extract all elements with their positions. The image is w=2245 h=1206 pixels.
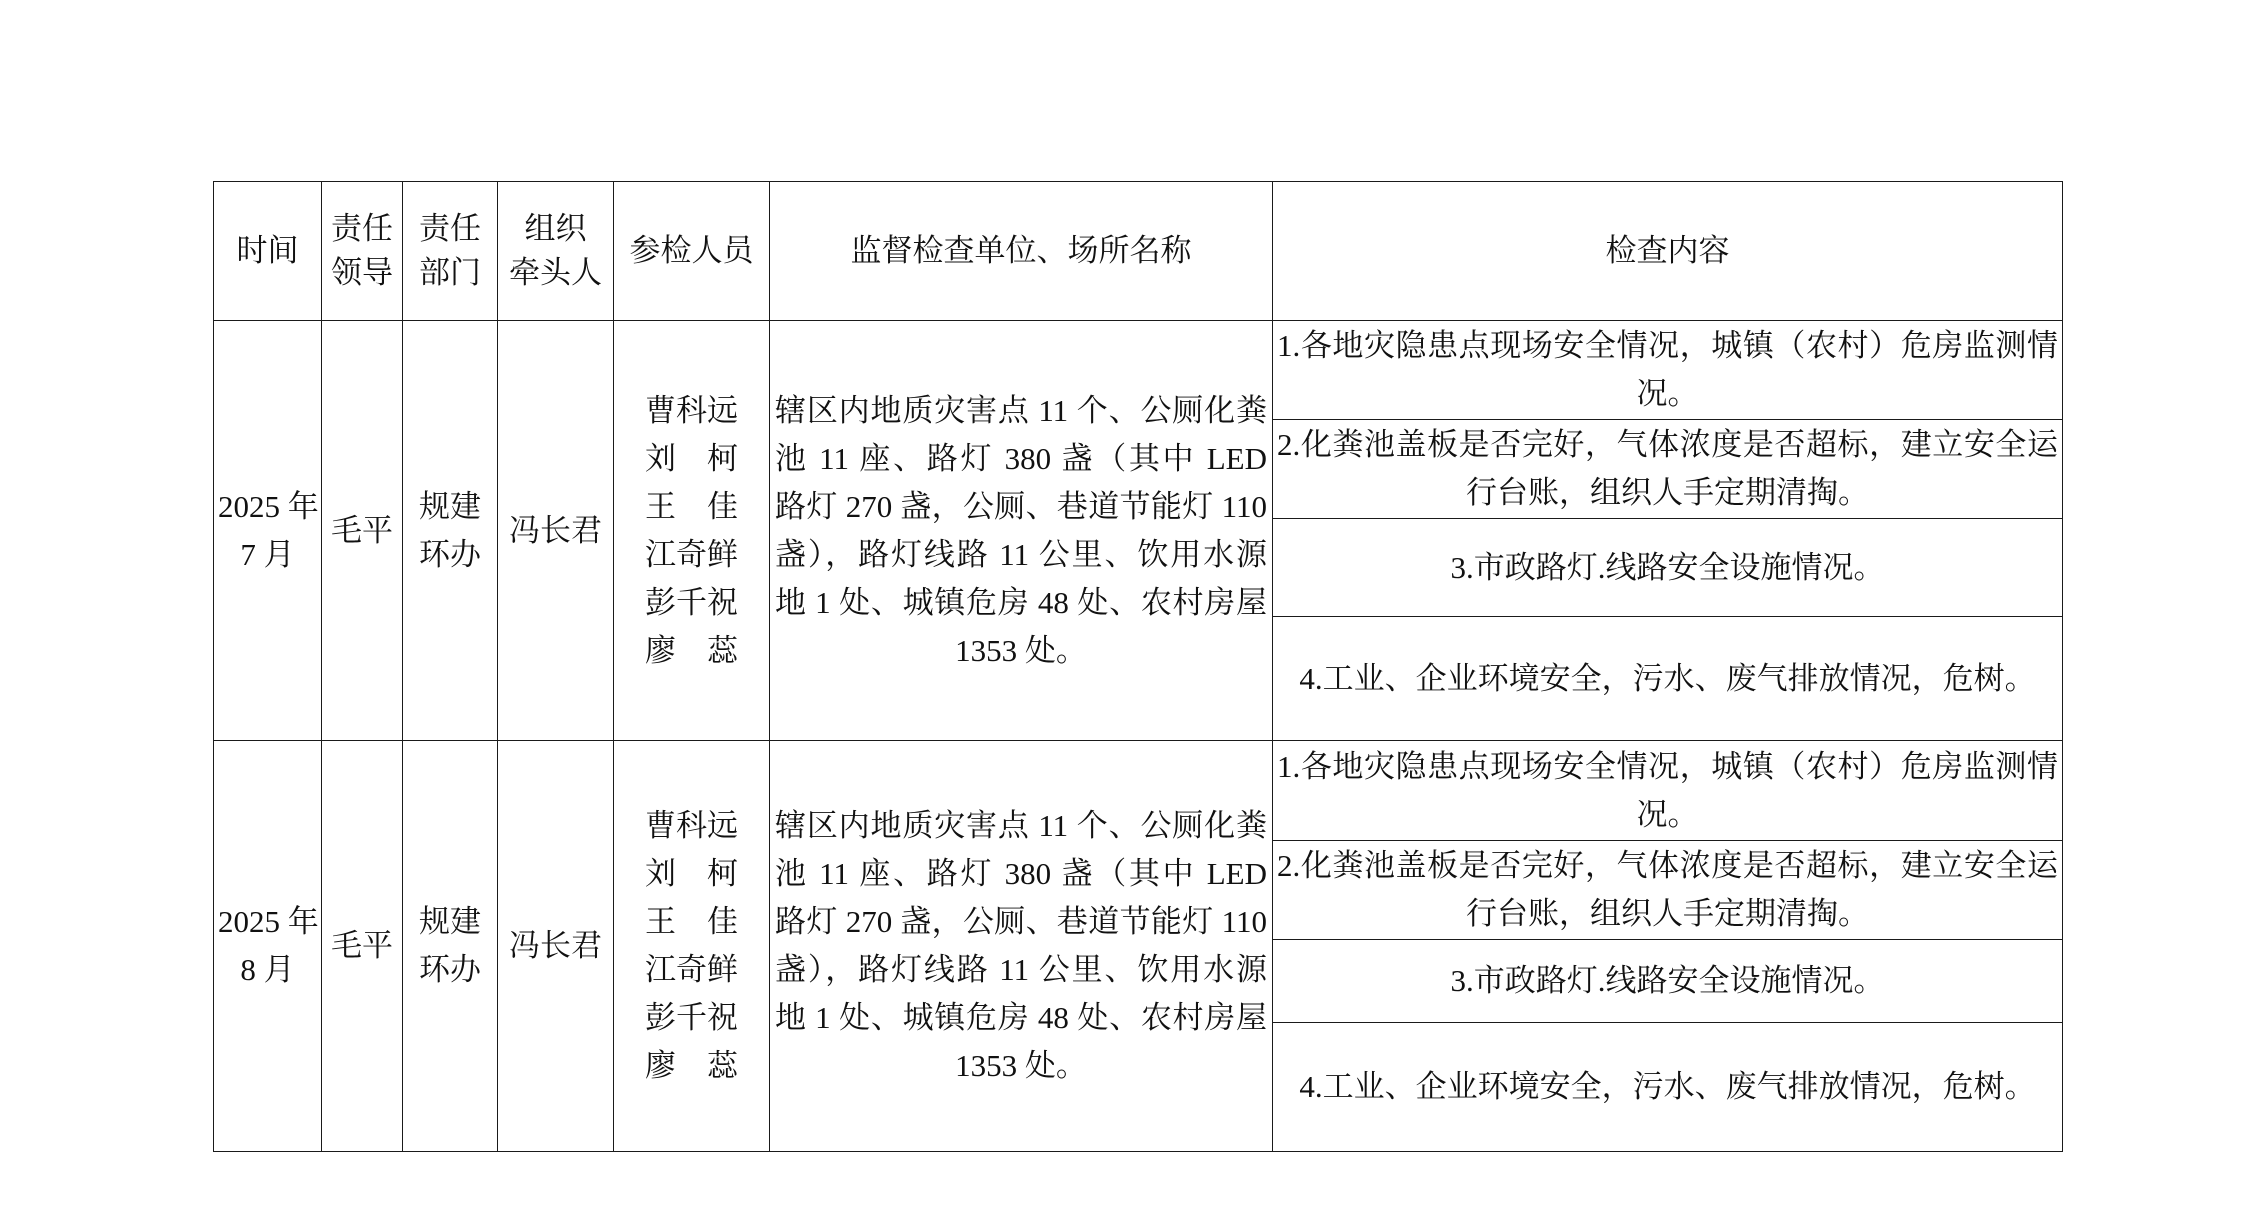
content-item-3: 3.市政路灯.线路安全设施情况。 <box>1273 940 2063 1023</box>
content-item-3: 3.市政路灯.线路安全设施情况。 <box>1273 519 2063 617</box>
content-item-1: 1.各地灾隐患点现场安全情况，城镇（农村）危房监测情况。 <box>1273 321 2063 420</box>
header-participants-label: 参检人员 <box>629 233 754 268</box>
organizer-name: 冯长君 <box>509 512 602 548</box>
participants-cell <box>614 321 770 741</box>
participant-name: 江奇鲜 <box>645 952 738 987</box>
header-organizer <box>498 182 614 321</box>
participant-name: 曹科远 <box>645 808 738 843</box>
time-month: 8 月 <box>240 952 295 987</box>
header-organizer-label-line-2: 牵头人 <box>509 255 602 290</box>
header-organizer-label-line-1: 组织 <box>524 211 587 246</box>
participant-name: 刘 柯 <box>645 856 738 891</box>
header-content-label: 检查内容 <box>1605 233 1730 268</box>
content-item-1: 1.各地灾隐患点现场安全情况，城镇（农村）危房监测情况。 <box>1273 741 2063 841</box>
participant-name: 刘 柯 <box>645 440 738 476</box>
participant-name: 王 佳 <box>645 904 738 939</box>
participant-name: 江奇鲜 <box>645 536 738 572</box>
participant-name: 廖 蕊 <box>645 632 738 668</box>
organizer-cell <box>498 741 614 1152</box>
content-item-4: 4.工业、企业环境安全，污水、废气排放情况，危树。 <box>1273 617 2063 741</box>
leader-cell <box>322 741 403 1152</box>
header-leader-label-line-1: 责任 <box>331 211 393 246</box>
organizer-name: 冯长君 <box>509 928 602 963</box>
leader-cell <box>322 321 403 741</box>
department-name: 规建环办 <box>419 488 481 572</box>
participant-name: 彭千祝 <box>645 1000 738 1035</box>
participant-name: 彭千祝 <box>645 584 738 620</box>
content-item-2: 2.化粪池盖板是否完好，气体浓度是否超标，建立安全运行台账，组织人手定期清掏。 <box>1273 841 2063 940</box>
time-cell <box>214 741 322 1152</box>
content-item-2: 2.化粪池盖板是否完好，气体浓度是否超标，建立安全运行台账，组织人手定期清掏。 <box>1273 420 2063 519</box>
participants-cell <box>614 741 770 1152</box>
department-cell <box>403 321 498 741</box>
header-leader <box>322 182 403 321</box>
time-year: 2025 年 <box>218 904 319 939</box>
inspection-schedule-table <box>213 181 2063 1152</box>
header-department <box>403 182 498 321</box>
leader-name: 毛平 <box>331 928 393 963</box>
location-cell: 辖区内地质灾害点 11 个、公厕化粪池 11 座、路灯 380 盏（其中 LED 路灯 270 盏，公厕、巷道节能灯 110 盏），路灯线路 11 公里、饮用水源地 1 处、城镇危房 48 处、农村房屋 1353 处。 <box>770 741 1273 1152</box>
participant-name: 廖 蕊 <box>645 1048 738 1083</box>
document-page <box>213 181 2063 1152</box>
header-location-label: 监督检查单位、场所名称 <box>850 233 1192 268</box>
organizer-cell <box>498 321 614 741</box>
participant-name: 曹科远 <box>645 392 738 428</box>
department-cell <box>403 741 498 1152</box>
header-row <box>214 182 2063 321</box>
header-department-label-line-2: 部门 <box>419 255 481 290</box>
location-cell: 辖区内地质灾害点 11 个、公厕化粪池 11 座、路灯 380 盏（其中 LED 路灯 270 盏，公厕、巷道节能灯 110 盏），路灯线路 11 公里、饮用水源地 1 处、城镇危房 48 处、农村房屋 1353 处。 <box>770 321 1273 741</box>
header-time <box>214 182 322 321</box>
table-row <box>214 321 2063 420</box>
header-location <box>770 182 1273 321</box>
time-month: 7 月 <box>240 536 295 572</box>
header-leader-label-line-2: 领导 <box>331 255 393 290</box>
table-row <box>214 741 2063 841</box>
header-department-label-line-1: 责任 <box>419 211 481 246</box>
time-year: 2025 年 <box>218 488 319 524</box>
leader-name: 毛平 <box>331 512 393 548</box>
header-participants <box>614 182 770 321</box>
content-item-4: 4.工业、企业环境安全，污水、废气排放情况，危树。 <box>1273 1023 2063 1152</box>
time-cell <box>214 321 322 741</box>
participant-name: 王 佳 <box>645 488 738 524</box>
header-time-label: 时间 <box>236 233 299 268</box>
header-content <box>1273 182 2063 321</box>
department-name: 规建环办 <box>419 904 481 987</box>
